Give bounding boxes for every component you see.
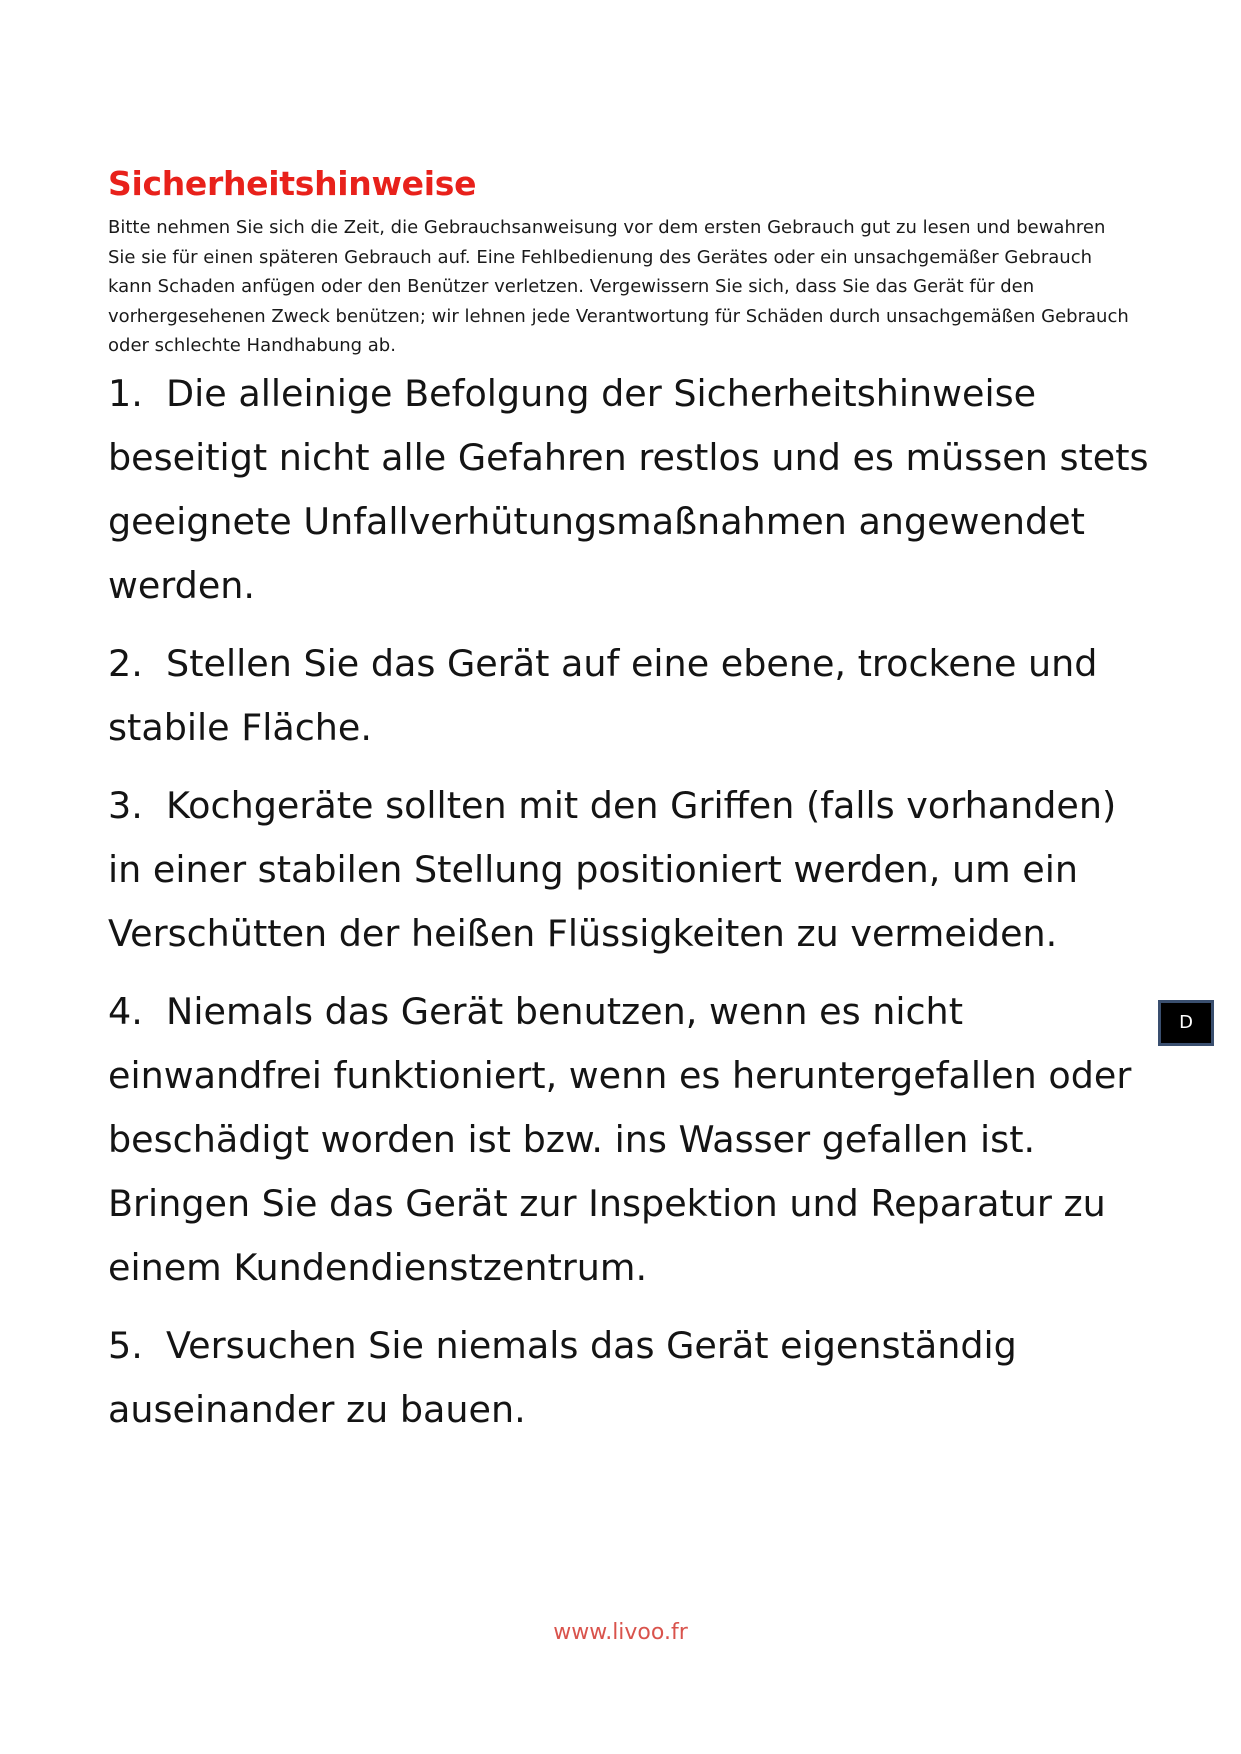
list-item (108, 362, 1158, 618)
safety-instructions-list (108, 362, 1158, 1456)
intro-paragraph: Bitte nehmen Sie sich die Zeit, die Gebrauchsanweisung vor dem ersten Gebrauch gut zu lesen und bewahren Sie sie für einen späteren Gebrauch auf. Eine Fehlbedienung des Gerätes oder ein unsachgemäßer Gebrauch kann Schaden anfügen oder den Benützer verletzen. Vergewissern Sie sich, dass Sie das Gerät für den vorhergesehenen Zweck benützen; wir lehnen jede Verantwortung für Schäden durch unsachgemäßen Gebrauch oder schlechte Handhabung ab. (108, 217, 1129, 356)
list-item (108, 1314, 1158, 1442)
item-number: 5. (108, 1324, 143, 1367)
item-text: Versuchen Sie niemals das Gerät eigenständig auseinander zu bauen. (108, 1324, 1017, 1431)
item-text: Niemals das Gerät benutzen, wenn es nicht einwandfrei funktioniert, wenn es heruntergefallen oder beschädigt worden ist bzw. ins Wasser gefallen ist. Bringen Sie das Gerät zur Inspektion und Reparatur zu einem Kundendienstzentrum. (108, 990, 1132, 1289)
page-title: Sicherheitshinweise (108, 164, 477, 203)
item-text: Kochgeräte sollten mit den Griffen (falls vorhanden) in einer stabilen Stellung positioniert werden, um ein Verschütten der heißen Flüssigkeiten zu vermeiden. (108, 784, 1117, 955)
language-tab: D (1158, 1000, 1214, 1046)
item-number: 2. (108, 642, 143, 685)
item-number: 1. (108, 372, 143, 415)
list-item (108, 632, 1158, 760)
list-item (108, 980, 1158, 1300)
footer-url: www.livoo.fr (553, 1620, 688, 1645)
list-item (108, 774, 1158, 966)
item-number: 3. (108, 784, 143, 827)
item-number: 4. (108, 990, 143, 1033)
item-text: Die alleinige Befolgung der Sicherheitshinweise beseitigt nicht alle Gefahren restlos und es müssen stets geeignete Unfallverhütungsmaßnahmen angewendet werden. (108, 372, 1149, 607)
item-text: Stellen Sie das Gerät auf eine ebene, trockene und stabile Fläche. (108, 642, 1098, 749)
